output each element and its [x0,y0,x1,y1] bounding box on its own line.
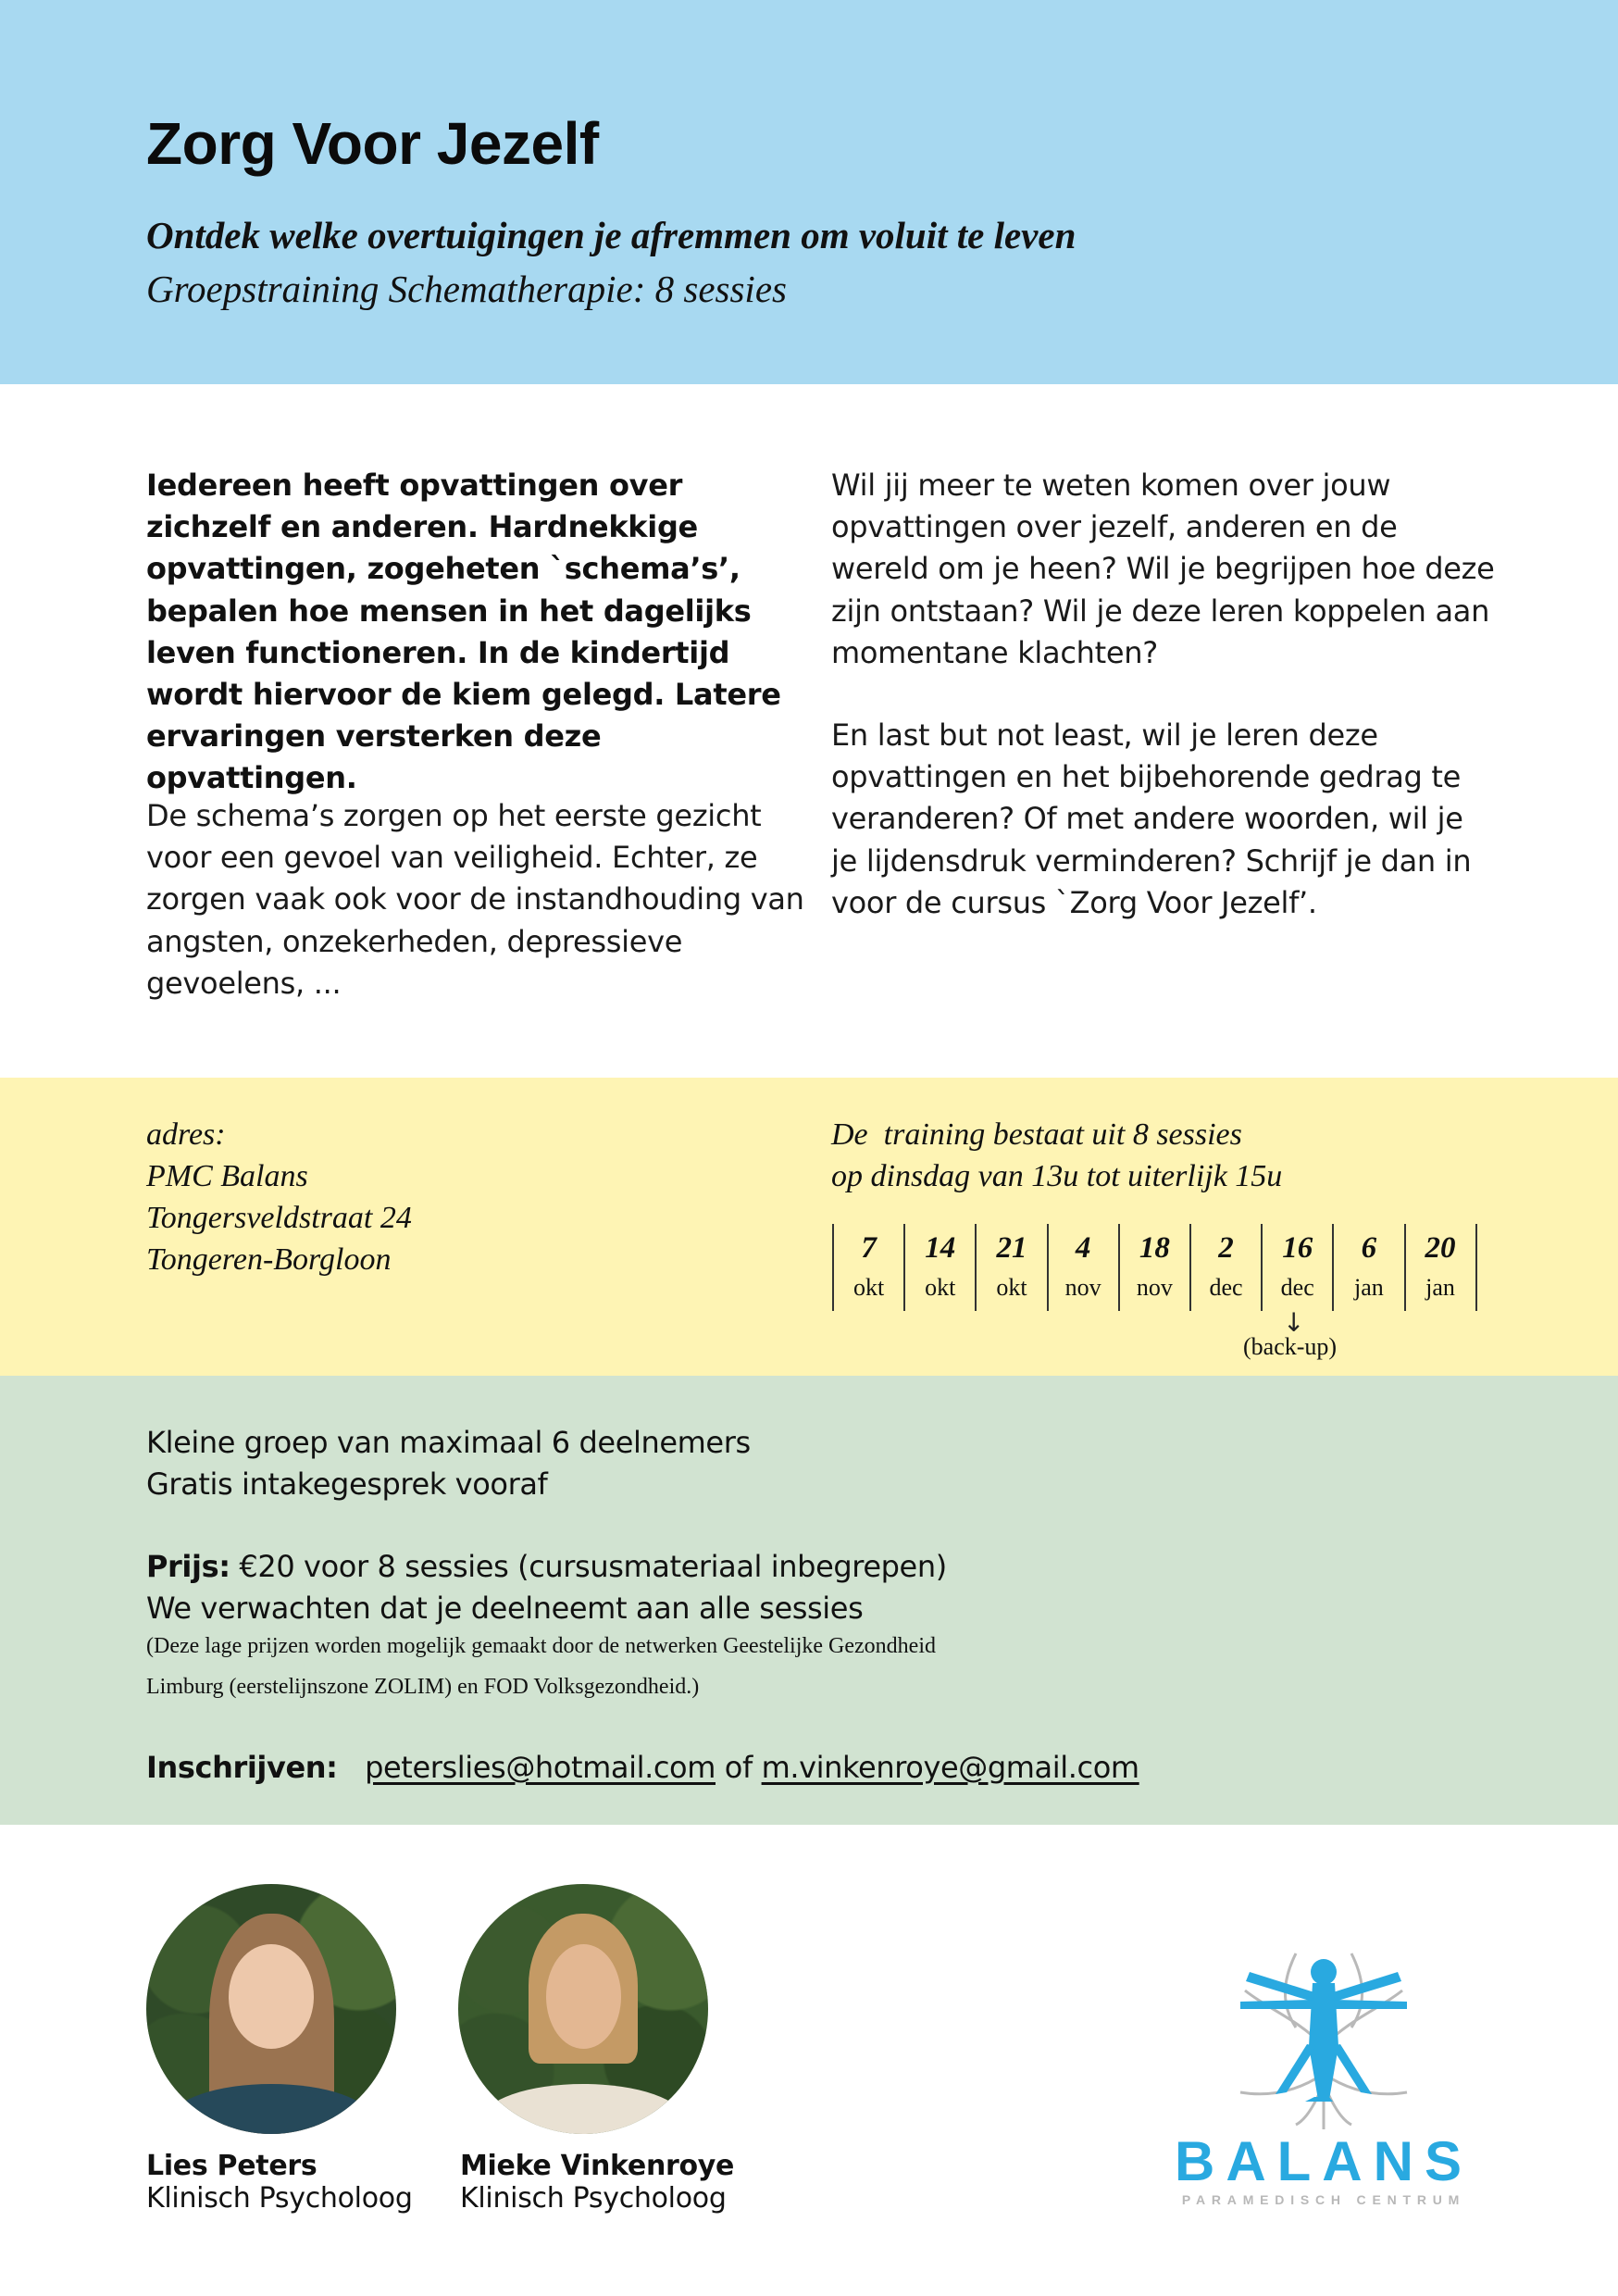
date-day: 14 [925,1231,956,1265]
date-day: 18 [1139,1231,1170,1265]
intro-right-p2: En last but not least, wil je leren deze opvattingen en het bijbehorende gedrag te veranderen? Of met andere woorden, wil je je lijdensdruk verminderen? Schrijf je dan in voor de cursus `Zorg Voor Jezelf’. [831,718,1472,920]
date-month: jan [1425,1274,1455,1301]
intro-left-bold: Iedereen heeft opvattingen over zichzelf en anderen. Hardnekkige opvattingen, zogeheten `schema’s’, bepalen hoe mensen in het dagelijks leven functioneren. In de kindertijd wordt hiervoor de kiem gelegd. Latere ervaringen versterken deze opvattingen. [146,468,781,796]
date-month: okt [996,1274,1027,1301]
price-label: Prijs: [146,1549,230,1584]
address-line: Tongeren-Borgloon [146,1242,392,1277]
backup-label: (back-up) [1243,1333,1338,1360]
logo-subtitle: PARAMEDISCH CENTRUM [1181,2192,1466,2207]
intro-left-regular: De schema’s zorgen op het eerste gezicht voor een gevoel van veiligheid. Echter, ze zorgen vaak ook voor de instandhouding van angsten, onzekerheden, depressieve gevoelens, ... [146,798,804,1001]
session-date [1118,1224,1189,1311]
schedule-intro [831,1114,1282,1197]
person-card-1 [146,2150,413,2215]
price-text: €20 voor 8 sessies (cursusmateriaal inbegrepen) [230,1549,947,1584]
schedule-line-1: De training bestaat uit 8 sessies [831,1117,1242,1152]
date-month: nov [1064,1274,1101,1301]
session-date [1189,1224,1261,1311]
group-info [146,1422,751,1505]
face [229,1944,314,2049]
address-label: adres: [146,1117,226,1152]
group-size: Kleine groep van maximaal 6 deelnemers [146,1425,751,1460]
date-month: okt [853,1274,885,1301]
session-date [975,1224,1046,1311]
subtagline: Groepstraining Schematherapie: 8 sessies [146,268,787,310]
avatar-lies-peters [146,1884,396,2134]
attendance-info: We verwachten dat je deelneemt aan alle sessies [146,1591,864,1626]
balans-logo [1157,1935,1490,2207]
session-date [832,1224,903,1311]
date-day: 21 [996,1231,1027,1265]
session-date [1047,1224,1118,1311]
date-day: 7 [861,1231,877,1265]
person-name: Mieke Vinkenroye [460,2150,735,2182]
vitruvian-tree-icon [1157,1935,1490,2129]
or-text: of [716,1750,762,1785]
page-title: Zorg Voor Jezelf [146,110,599,177]
face [546,1944,621,2049]
person-role: Klinisch Psycholoog [460,2182,727,2215]
person-name: Lies Peters [146,2150,317,2182]
price-line [146,1546,947,1588]
date-month: jan [1354,1274,1384,1301]
email-link-mieke[interactable]: m.vinkenroye@gmail.com [761,1750,1139,1785]
date-month: okt [925,1274,956,1301]
date-month: dec [1280,1274,1314,1301]
session-date [903,1224,975,1311]
date-day: 2 [1218,1231,1234,1265]
date-day: 16 [1282,1231,1313,1265]
intro-right-p1: Wil jij meer te weten komen over jouw opvattingen over jezelf, anderen en de wereld om je heen? Wil je begrijpen hoe deze zijn ontstaan? Wil je deze leren koppelen aan momentane klachten? [831,468,1495,670]
person-role: Klinisch Psycholoog [146,2182,413,2215]
date-day: 20 [1425,1231,1456,1265]
address-block [146,1114,412,1280]
date-day: 4 [1075,1231,1091,1265]
session-date-backup [1261,1224,1332,1311]
session-date [1404,1224,1477,1311]
avatar-mieke-vinkenroye [458,1884,708,2134]
intake-info: Gratis intakegesprek vooraf [146,1466,548,1502]
signup-label: Inschrijven: [146,1750,338,1785]
address-line: Tongersveldstraat 24 [146,1201,412,1235]
funding-note-line: Limburg (eerstelijnszone ZOLIM) en FOD Volksgezondheid.) [146,1675,700,1699]
date-month: dec [1209,1274,1243,1301]
signup-line [146,1747,1139,1789]
header-band [0,0,1618,384]
tagline: Ontdek welke overtuigingen je afremmen om voluit te leven [146,214,1077,256]
funding-note [146,1626,936,1707]
logo-wordmark: BALANS [1175,2130,1473,2192]
person-card-2 [460,2150,734,2215]
price-info [146,1546,947,1629]
session-date [1332,1224,1403,1311]
email-link-lies[interactable]: peterslies@hotmail.com [365,1750,716,1785]
session-dates [832,1224,1477,1311]
date-day: 6 [1361,1231,1377,1265]
arrow-down-icon: ↓ [1283,1307,1305,1338]
funding-note-line: (Deze lage prijzen worden mogelijk gemaakt door de netwerken Geestelijke Gezondheid [146,1634,936,1658]
address-line: PMC Balans [146,1159,308,1193]
schedule-line-2: op dinsdag van 13u tot uiterlijk 15u [831,1159,1283,1193]
date-month: nov [1136,1274,1173,1301]
